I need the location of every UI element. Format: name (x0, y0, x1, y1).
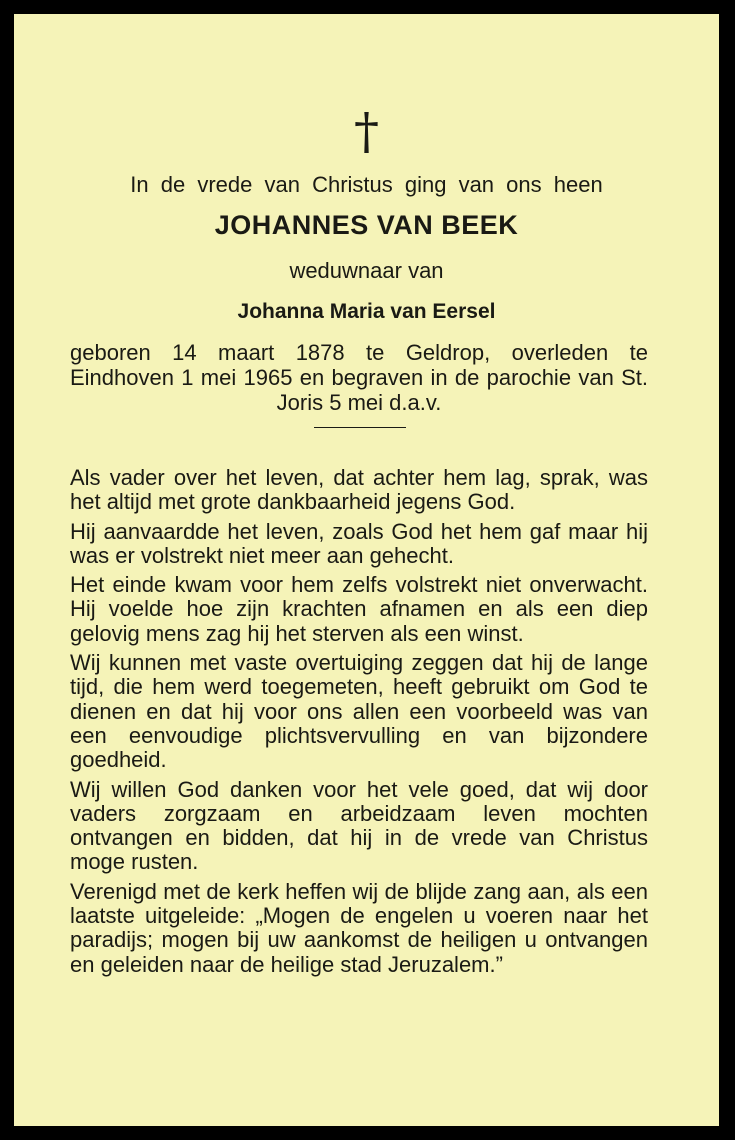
paragraph-4: Wij kunnen met vaste overtuiging zeggen dat hij de lange tijd, die hem werd toegemeten, heeft gebruikt om God te dienen en dat hij voor ons allen een voorbeeld was van een eenvoudige plichtsvervulling en van bijzondere goedheid. (70, 650, 648, 773)
divider-rule (314, 427, 406, 428)
paragraph-6: Verenigd met de kerk heffen wij de blijde zang aan, als een laatste uitgeleide: „Mogen de engelen u voeren naar het paradijs; mogen bij uw aankomst de heiligen u ontvangen en geleiden naar de heilige stad Jeruzalem.” (70, 878, 648, 977)
intro-line: In de vrede van Christus ging van ons heen (130, 172, 603, 197)
cross-icon: † (354, 102, 379, 160)
paragraph-3: Het einde kwam voor hem zelfs volstrekt niet onverwacht. Hij voelde hoe zijn krachten afnamen en als een diep gelovig mens zag hij het sterven als een winst. (70, 572, 648, 646)
memorial-card (14, 14, 719, 1126)
paragraph-5: Wij willen God danken voor het vele goed, dat wij door vaders zorgzaam en arbeidzaam leven mochten ontvangen en bidden, dat hij in de vrede van Christus moge rusten. (70, 776, 648, 875)
paragraph-1: Als vader over het leven, dat achter hem lag, sprak, was het altijd met grote dankbaarheid jegens God. (70, 465, 648, 515)
deceased-name: JOHANNES VAN BEEK (214, 210, 519, 240)
spouse-name: Johanna Maria van Eersel (237, 300, 496, 323)
paragraph-2: Hij aanvaardde het leven, zoals God het hem gaf maar hij was er volstrekt niet meer aan gehecht. (70, 518, 648, 568)
widower-line: weduwnaar van (289, 258, 444, 283)
life-details: geboren 14 maart 1878 te Geldrop, overleden te Eindhoven 1 mei 1965 en begraven in de parochie van St. Joris 5 mei d.a.v. (70, 340, 648, 415)
memorial-text (70, 466, 648, 982)
